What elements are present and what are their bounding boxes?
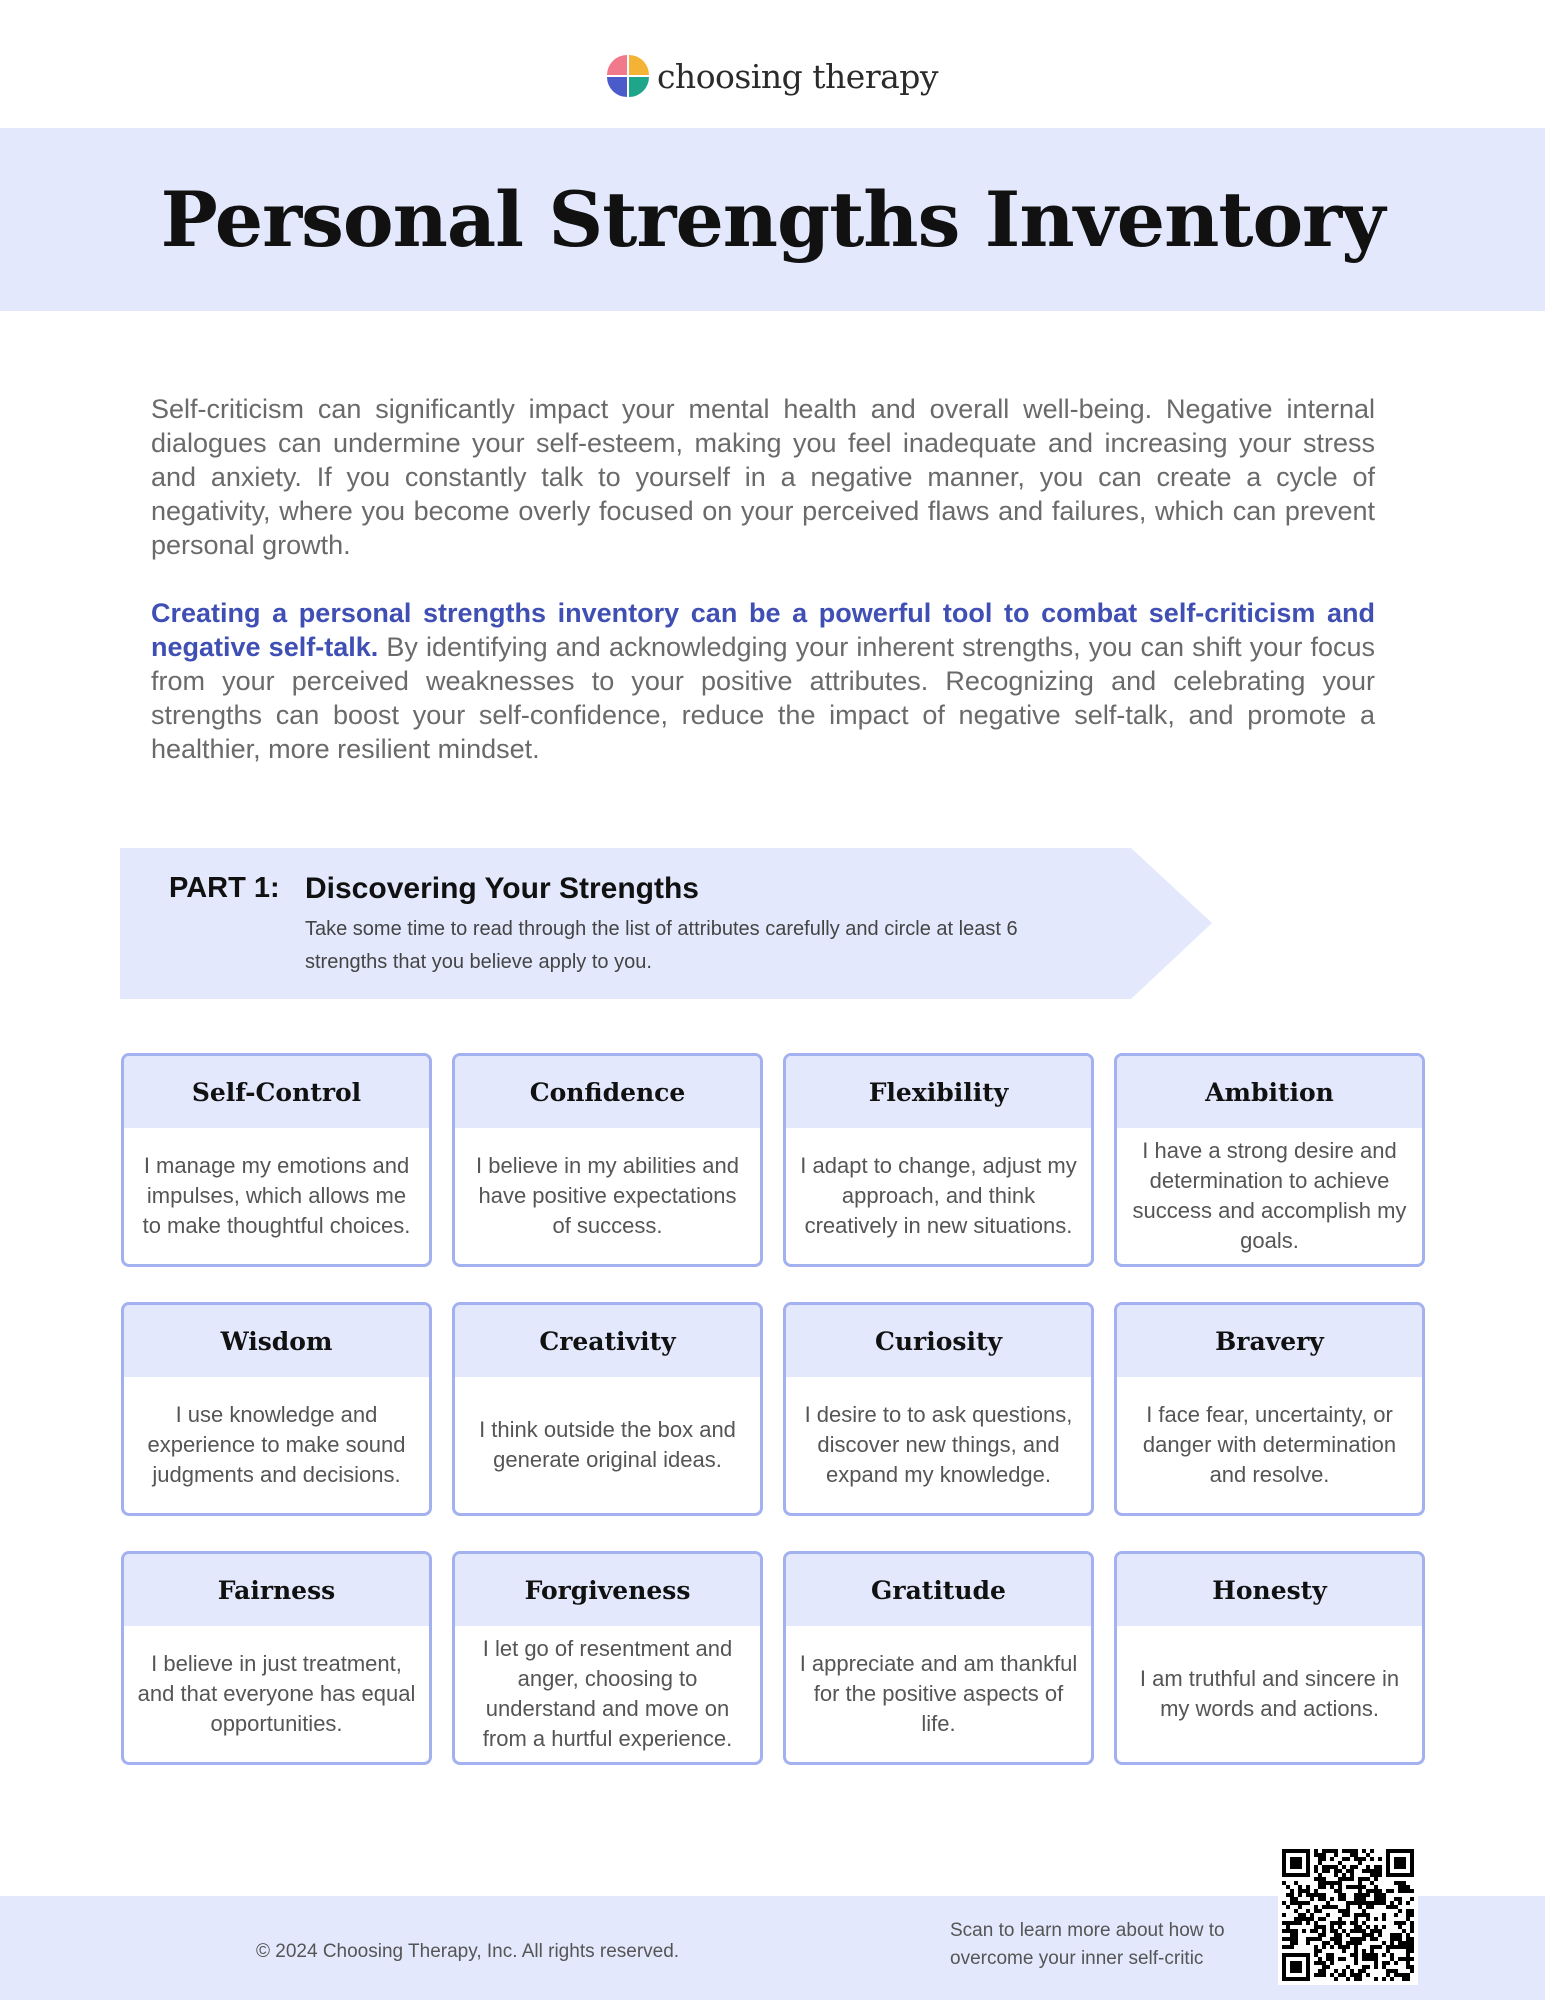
strength-name: Creativity	[455, 1305, 760, 1377]
choosing-therapy-logo-icon	[607, 55, 649, 97]
strength-description: I use knowledge and experience to make sound judgments and decisions.	[147, 1402, 406, 1487]
strength-description: I face fear, uncertainty, or danger with determination and resolve.	[1142, 1402, 1397, 1487]
strength-name: Confidence	[455, 1056, 760, 1128]
part1-banner	[120, 848, 1212, 999]
strength-name: Ambition	[1117, 1056, 1422, 1128]
qr-code-pattern	[1282, 1849, 1414, 1981]
strength-card-forgiveness	[452, 1551, 763, 1765]
strength-description: I let go of resentment and anger, choosing to understand and move on from a hurtful experience.	[482, 1636, 733, 1751]
strength-description: I adapt to change, adjust my approach, and think creatively in new situations.	[800, 1153, 1077, 1238]
strength-card-self-control	[121, 1053, 432, 1267]
strength-name: Flexibility	[786, 1056, 1091, 1128]
strength-name: Gratitude	[786, 1554, 1091, 1626]
qr-code-icon[interactable]	[1278, 1845, 1418, 1985]
copyright-text: © 2024 Choosing Therapy, Inc. All rights reserved.	[256, 1941, 680, 1962]
title-banner	[0, 128, 1545, 311]
strength-description: I desire to to ask questions, discover new things, and expand my knowledge.	[804, 1402, 1073, 1487]
strength-card-honesty	[1114, 1551, 1425, 1765]
brand-name: choosing therapy	[656, 56, 939, 96]
strength-card-creativity	[452, 1302, 763, 1516]
part1-title: Discovering Your Strengths	[305, 872, 699, 905]
part1-label: PART 1:	[169, 872, 280, 904]
strength-description: I believe in my abilities and have positive expectations of success.	[476, 1153, 739, 1238]
strength-card-gratitude	[783, 1551, 1094, 1765]
intro-highlight: Creating a personal strengths inventory can be a powerful tool to combat self-criticism and negative self-talk.	[151, 598, 1375, 662]
strength-name: Bravery	[1117, 1305, 1422, 1377]
page-title: Personal Strengths Inventory	[160, 175, 1385, 264]
strength-name: Honesty	[1117, 1554, 1422, 1626]
strength-card-flexibility	[783, 1053, 1094, 1267]
brand-logo	[0, 55, 1545, 97]
strengths-grid	[121, 1053, 1424, 1765]
strength-name: Wisdom	[124, 1305, 429, 1377]
strength-description: I believe in just treatment, and that everyone has equal opportunities.	[137, 1651, 416, 1736]
strength-name: Curiosity	[786, 1305, 1091, 1377]
strength-description: I am truthful and sincere in my words and actions.	[1139, 1666, 1400, 1721]
intro-paragraph-1: Self-criticism can significantly impact your mental health and overall well-being. Negative internal dialogues can undermine your self-esteem, making you feel inadequate and increasing your stress and anxiety. If you constantly talk to yourself in a negative manner, you can create a cycle of negativity, where you become overly focused on your perceived flaws and failures, which can prevent personal growth.	[151, 394, 1375, 560]
strength-description: I appreciate and am thankful for the positive aspects of life.	[799, 1651, 1078, 1736]
strength-description: I have a strong desire and determination to achieve success and accomplish my goals.	[1132, 1138, 1407, 1253]
part1-description: Take some time to read through the list of attributes carefully and circle at least 6 strengths that you believe apply to you.	[305, 918, 1018, 973]
strength-card-wisdom	[121, 1302, 432, 1516]
strength-name: Forgiveness	[455, 1554, 760, 1626]
intro-paragraph-2-text: By identifying and acknowledging your inherent strengths, you can shift your focus from your perceived weaknesses to your positive attributes. Recognizing and celebrating your strengths can boost your self-confidence, reduce the impact of negative self-talk, and promote a healthier, more resilient mindset.	[151, 632, 1375, 764]
strength-card-curiosity	[783, 1302, 1094, 1516]
strength-description: I think outside the box and generate original ideas.	[479, 1417, 736, 1472]
strength-name: Fairness	[124, 1554, 429, 1626]
qr-scan-text: Scan to learn more about how to overcome your inner self-critic	[950, 1920, 1225, 1969]
intro-paragraph-2	[151, 596, 1375, 766]
strength-card-ambition	[1114, 1053, 1425, 1267]
strength-description: I manage my emotions and impulses, which allows me to make thoughtful choices.	[142, 1153, 411, 1238]
strength-name: Self-Control	[124, 1056, 429, 1128]
strength-card-bravery	[1114, 1302, 1425, 1516]
strength-card-fairness	[121, 1551, 432, 1765]
strength-card-confidence	[452, 1053, 763, 1267]
